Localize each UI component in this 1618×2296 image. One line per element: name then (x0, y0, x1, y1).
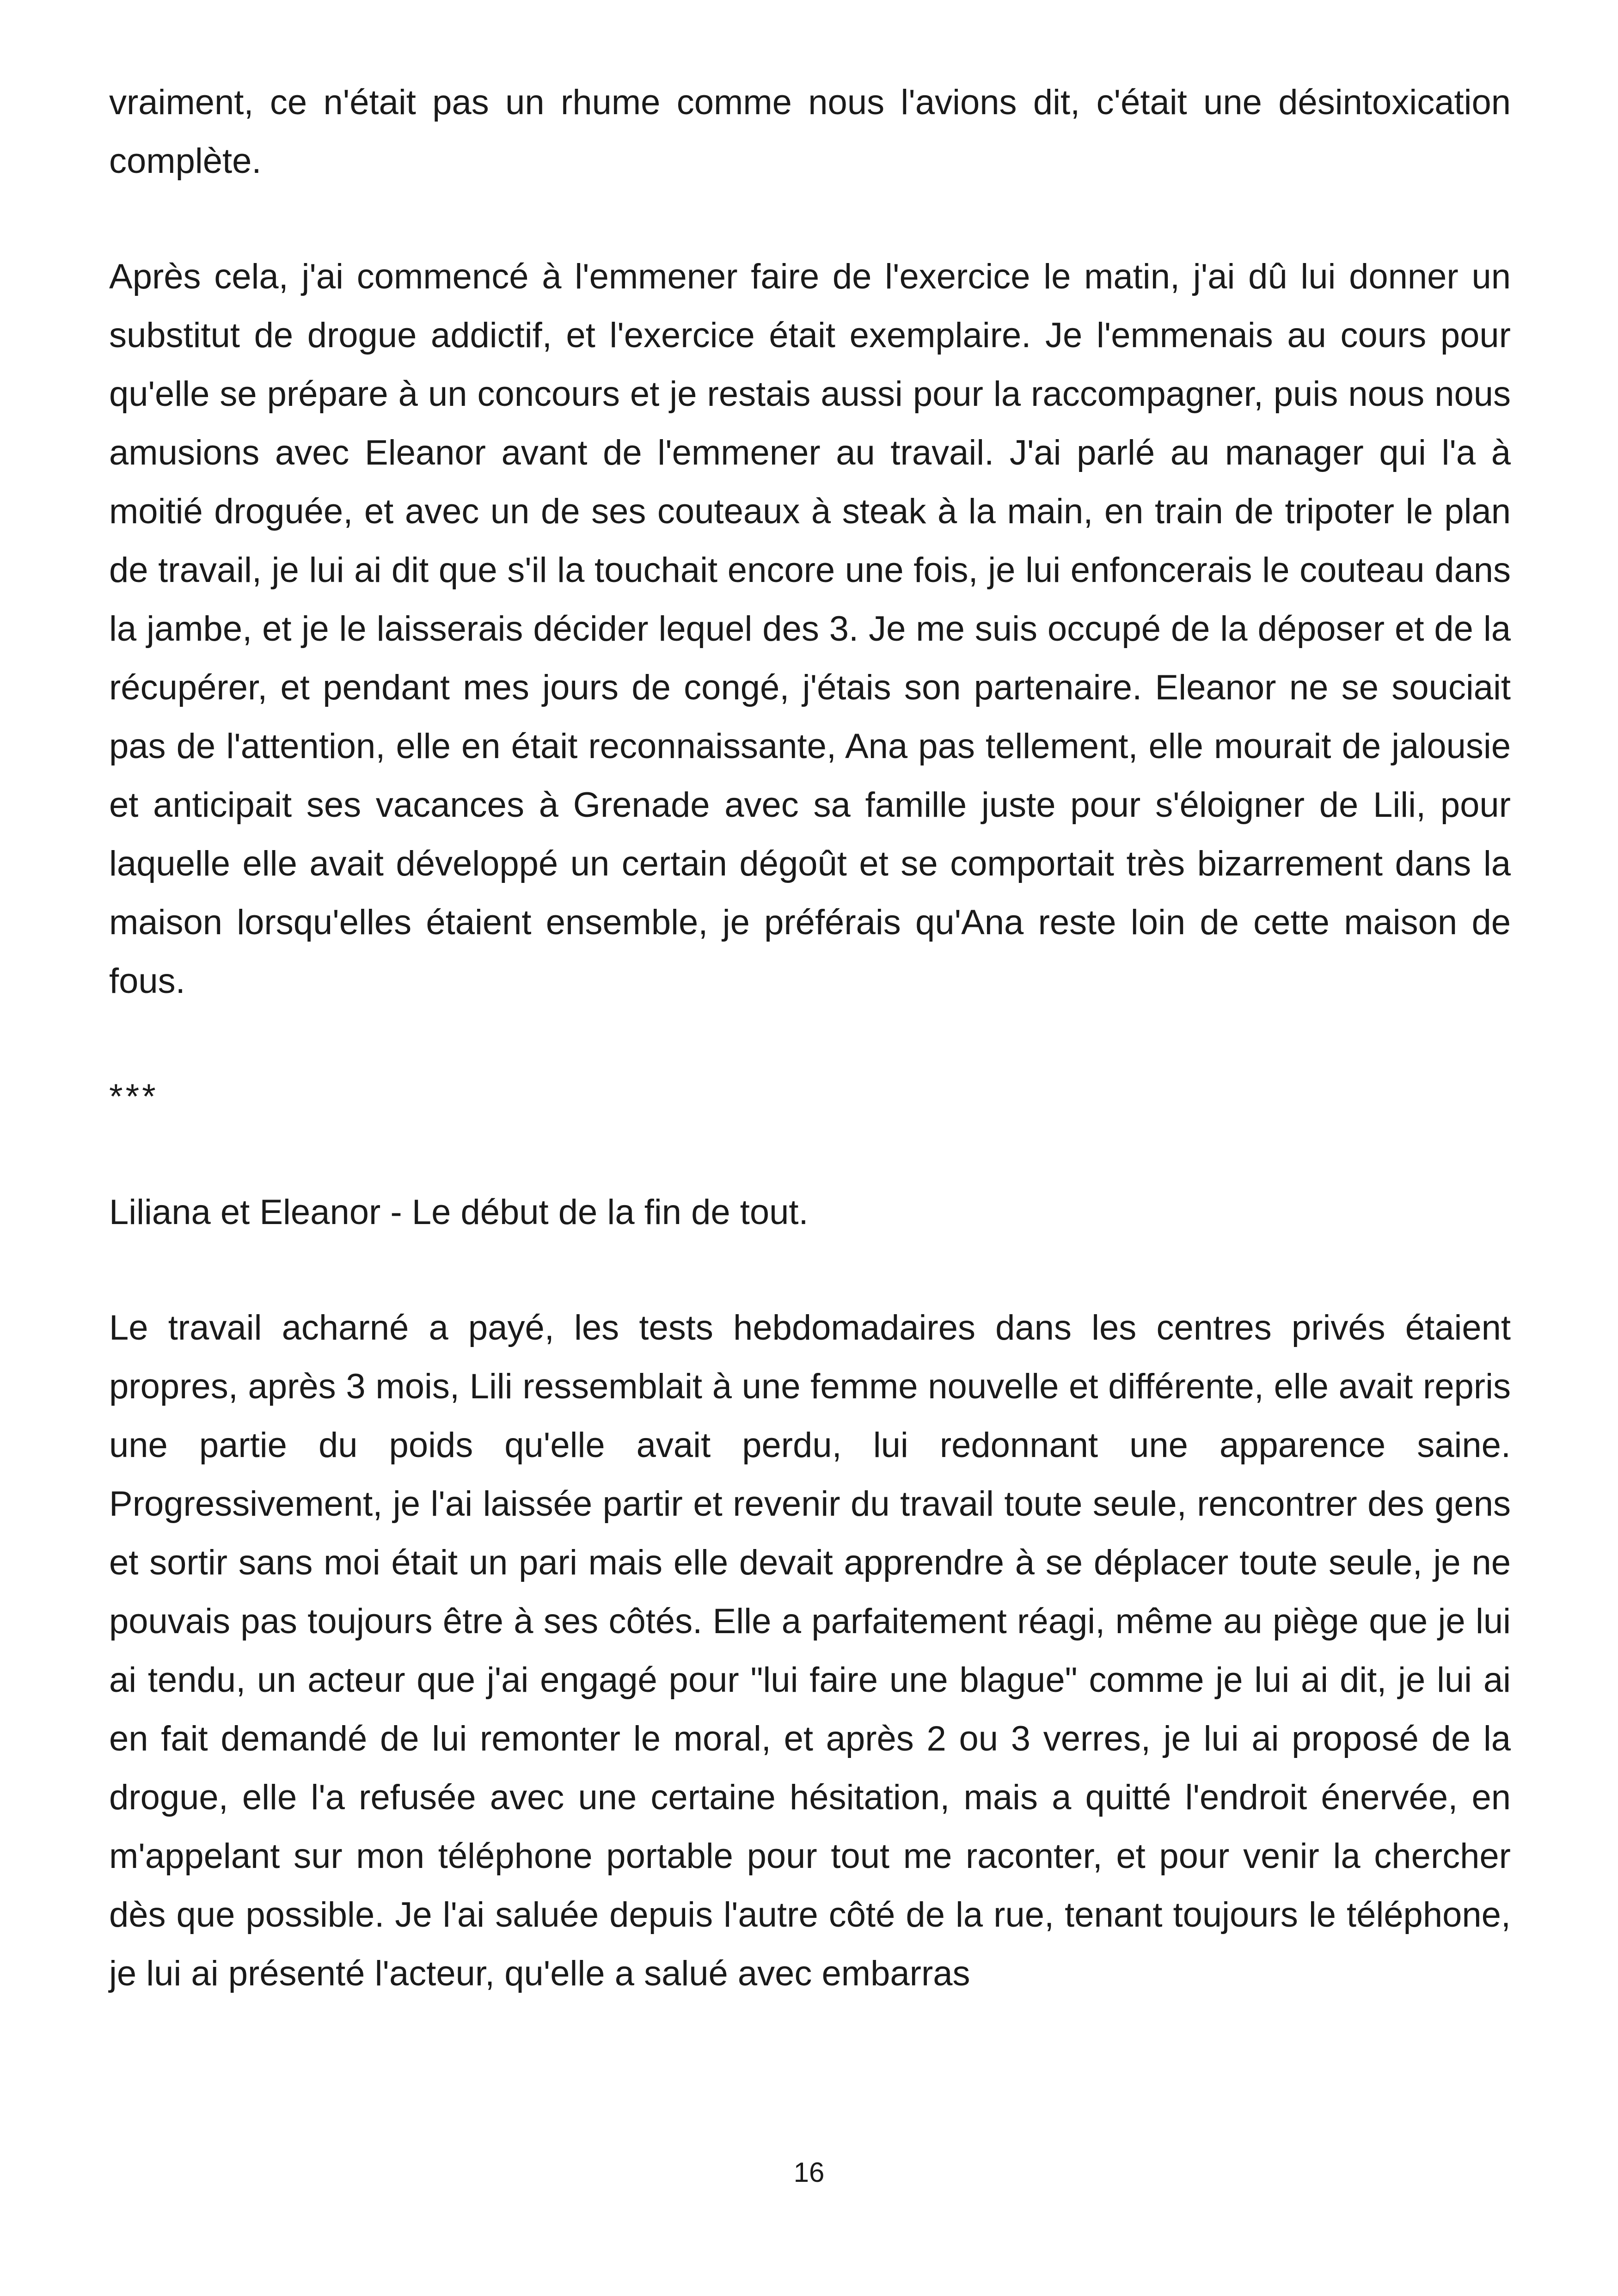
section-title: Liliana et Eleanor - Le début de la fin de tout. (109, 1193, 809, 1232)
page-number: 16 (793, 2157, 825, 2188)
section-separator: *** (109, 1077, 159, 1116)
paragraph: Après cela, j'ai commencé à l'emmener faire de l'exercice le matin, j'ai dû lui donner un substitut de drogue addictif, et l'exercice était exemplaire. Je l'emmenais au cours pour qu'elle se prépare à un concours et je restais aussi pour la raccompagner, puis nous nous amusions avec Eleanor avant de l'emmener au travail. J'ai parlé au manager qui l'a à moitié droguée, et avec un de ses couteaux à steak à la main, en train de tripoter le plan de travail, je lui ai dit que s'il la touchait encore une fois, je lui enfoncerais le couteau dans la jambe, et je le laisserais décider lequel des 3. Je me suis occupé de la déposer et de la récupérer, et pendant mes jours de congé, j'étais son partenaire. Eleanor ne se souciait pas de l'attention, elle en était reconnaissante, Ana pas tellement, elle mourait de jalousie et anticipait ses vacances à Grenade avec sa famille juste pour s'éloigner de Lili, pour laquelle elle avait développé un certain dégoût et se comportait très bizarrement dans la maison lorsqu'elles étaient ensemble, je préférais qu'Ana reste loin de cette maison de fous. (109, 257, 1511, 1001)
paragraph: vraiment, ce n'était pas un rhume comme nous l'avions dit, c'était une désintoxication complète. (109, 83, 1511, 181)
paragraph: Le travail acharné a payé, les tests hebdomadaires dans les centres privés étaient propres, après 3 mois, Lili ressemblait à une femme nouvelle et différente, elle avait repris une partie du poids qu'elle avait perdu, lui redonnant une apparence saine. Progressivement, je l'ai laissée partir et revenir du travail toute seule, rencontrer des gens et sortir sans moi était un pari mais elle devait apprendre à se déplacer toute seule, je ne pouvais pas toujours être à ses côtés. Elle a parfaitement réagi, même au piège que je lui ai tendu, un acteur que j'ai engagé pour "lui faire une blague" comme je lui ai dit, je lui ai en fait demandé de lui remonter le moral, et après 2 ou 3 verres, je lui ai proposé de la drogue, elle l'a refusée avec une certaine hésitation, mais a quitté l'endroit énervée, en m'appelant sur mon téléphone portable pour tout me raconter, et pour venir la chercher dès que possible. Je l'ai saluée depuis l'autre côté de la rue, tenant toujours le téléphone, je lui ai présenté l'acteur, qu'elle a salué avec embarras (109, 1308, 1511, 1993)
page-content (109, 73, 1511, 2060)
